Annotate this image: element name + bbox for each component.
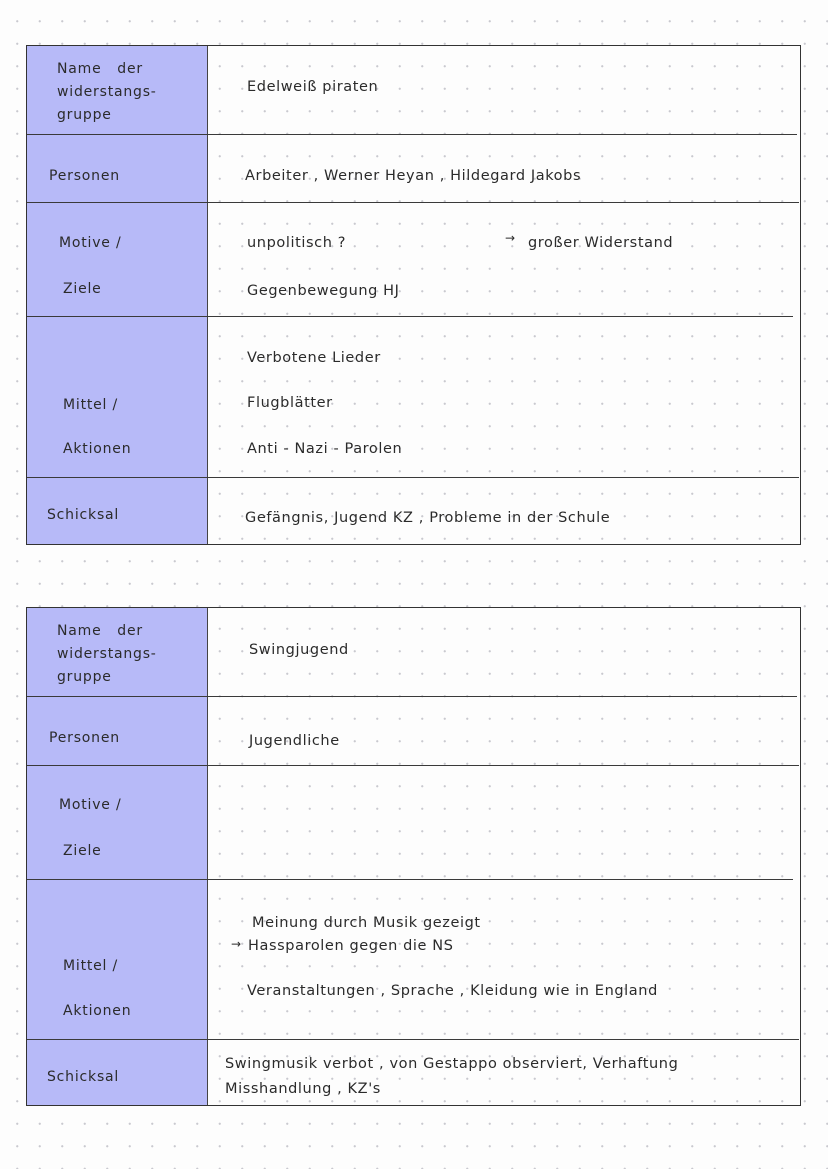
label-motive: Motive / [59,235,122,251]
row-divider [27,696,797,697]
row-divider [27,202,799,203]
row-divider [27,765,799,766]
label-name: Name der widerstangs- gruppe [57,623,157,685]
value-mittel-1: Meinung durch Musik gezeigt [252,915,481,931]
value-mittel-3: Anti - Nazi - Parolen [247,441,403,457]
arrow-right-icon: → [231,937,242,951]
label-name: Name der widerstangs- gruppe [57,61,157,123]
row-divider [27,477,799,478]
row-divider [27,879,793,880]
label-ziele: Ziele [63,843,102,859]
label-schicksal: Schicksal [47,1069,120,1085]
arrow-right-icon: → [505,231,516,245]
label-schicksal: Schicksal [47,507,120,523]
label-personen: Personen [49,168,120,184]
value-motive-1: unpolitisch ? [247,235,347,251]
value-mittel-1: Verbotene Lieder [247,350,381,366]
label-ziele: Ziele [63,281,102,297]
value-mittel-3: Veranstaltungen , Sprache , Kleidung wie in England [247,983,658,999]
value-motive-2: großer Widerstand [528,235,674,251]
value-name: Swingjugend [249,642,349,658]
value-ziele: Gegenbewegung HJ [247,283,400,299]
row-divider [27,316,793,317]
label-aktionen: Aktionen [63,1003,132,1019]
value-mittel-2: Flugblätter [247,395,333,411]
resistance-table-swingjugend [26,607,801,1106]
value-schicksal-1: Swingmusik verbot , von Gestappo observiert, Verhaftung [225,1056,679,1072]
label-mittel: Mittel / [63,397,119,413]
value-schicksal-2: Misshandlung , KZ's [225,1081,381,1097]
label-personen: Personen [49,730,120,746]
label-mittel: Mittel / [63,958,119,974]
row-divider [27,1039,799,1040]
value-schicksal: Gefängnis, Jugend KZ , Probleme in der Schule [245,510,611,526]
label-motive: Motive / [59,797,122,813]
value-personen: Jugendliche [249,733,340,749]
resistance-table-edelweiss [26,45,801,545]
row-divider [27,134,797,135]
value-name: Edelweiß piraten [247,79,379,95]
label-aktionen: Aktionen [63,441,132,457]
value-personen: Arbeiter , Werner Heyan , Hildegard Jakobs [245,168,582,184]
value-mittel-2: Hassparolen gegen die NS [248,938,454,954]
